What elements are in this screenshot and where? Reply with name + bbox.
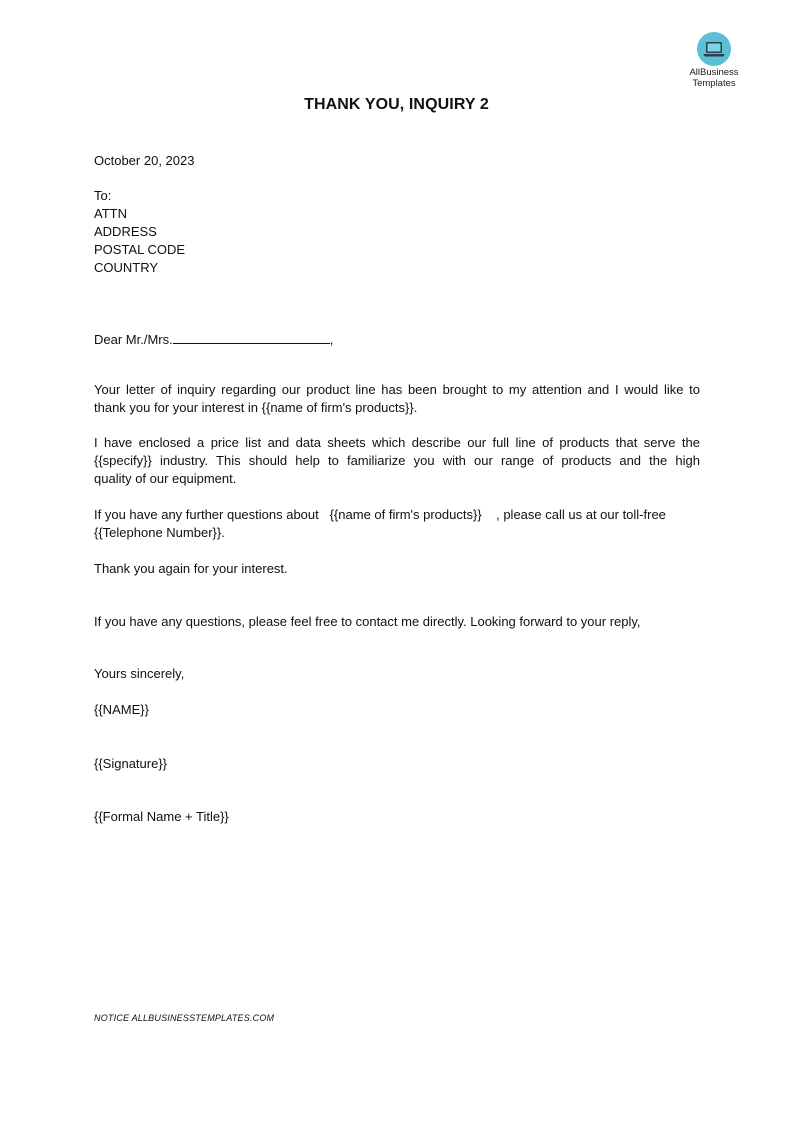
closing-formal-name-title: {{Formal Name + Title}} <box>94 809 229 824</box>
letter-date: October 20, 2023 <box>94 153 195 168</box>
salutation-prefix: Dear Mr./Mrs. <box>94 332 173 347</box>
logo-line-1: AllBusiness <box>689 67 739 78</box>
paragraph-3 <box>94 506 696 542</box>
name-blank-line <box>173 330 330 344</box>
closing-sincerely: Yours sincerely, <box>94 666 185 681</box>
footer-notice: NOTICE ALLBUSINESSTEMPLATES.COM <box>94 1013 275 1023</box>
closing-signature: {{Signature}} <box>94 756 168 771</box>
recipient-address <box>94 187 185 277</box>
paragraph-2 <box>94 434 700 488</box>
document-title: THANK YOU, INQUIRY 2 <box>304 96 489 113</box>
address-country: COUNTRY <box>94 260 159 275</box>
paragraph-3-line-2: {{Telephone Number}}. <box>94 525 225 540</box>
paragraph-1 <box>94 381 700 417</box>
address-attn: ATTN <box>94 206 127 221</box>
logo-text <box>680 68 748 89</box>
paragraph-2-line-1: I have enclosed a price list and data sheets which describe our full line of products that serve the <box>94 435 700 450</box>
paragraph-1-line-1: Your letter of inquiry regarding our product line has been brought to my attention and I would like to <box>94 382 700 397</box>
logo-line-2: Templates <box>692 77 736 89</box>
laptop-icon <box>697 32 731 66</box>
closing-name: {{NAME}} <box>94 702 149 717</box>
salutation <box>94 330 333 349</box>
paragraph-3-line-1: If you have any further questions about {{name of firm's products}} , please call us at our toll-free <box>94 507 666 522</box>
paragraph-5: If you have any questions, please feel free to contact me directly. Looking forward to your reply, <box>94 614 641 629</box>
address-postal-code: POSTAL CODE <box>94 242 186 257</box>
paragraph-2-line-2: {{specify}} industry. This should help to familiarize you with our range of products and the high <box>94 453 700 468</box>
paragraph-2-line-3: quality of our equipment. <box>94 471 237 486</box>
brand-logo <box>680 32 748 89</box>
address-to: To: <box>94 188 112 203</box>
address-street: ADDRESS <box>94 224 157 239</box>
paragraph-4: Thank you again for your interest. <box>94 561 288 576</box>
paragraph-1-line-2: thank you for your interest in {{name of firm's products}}. <box>94 400 418 415</box>
salutation-suffix: , <box>329 332 334 347</box>
